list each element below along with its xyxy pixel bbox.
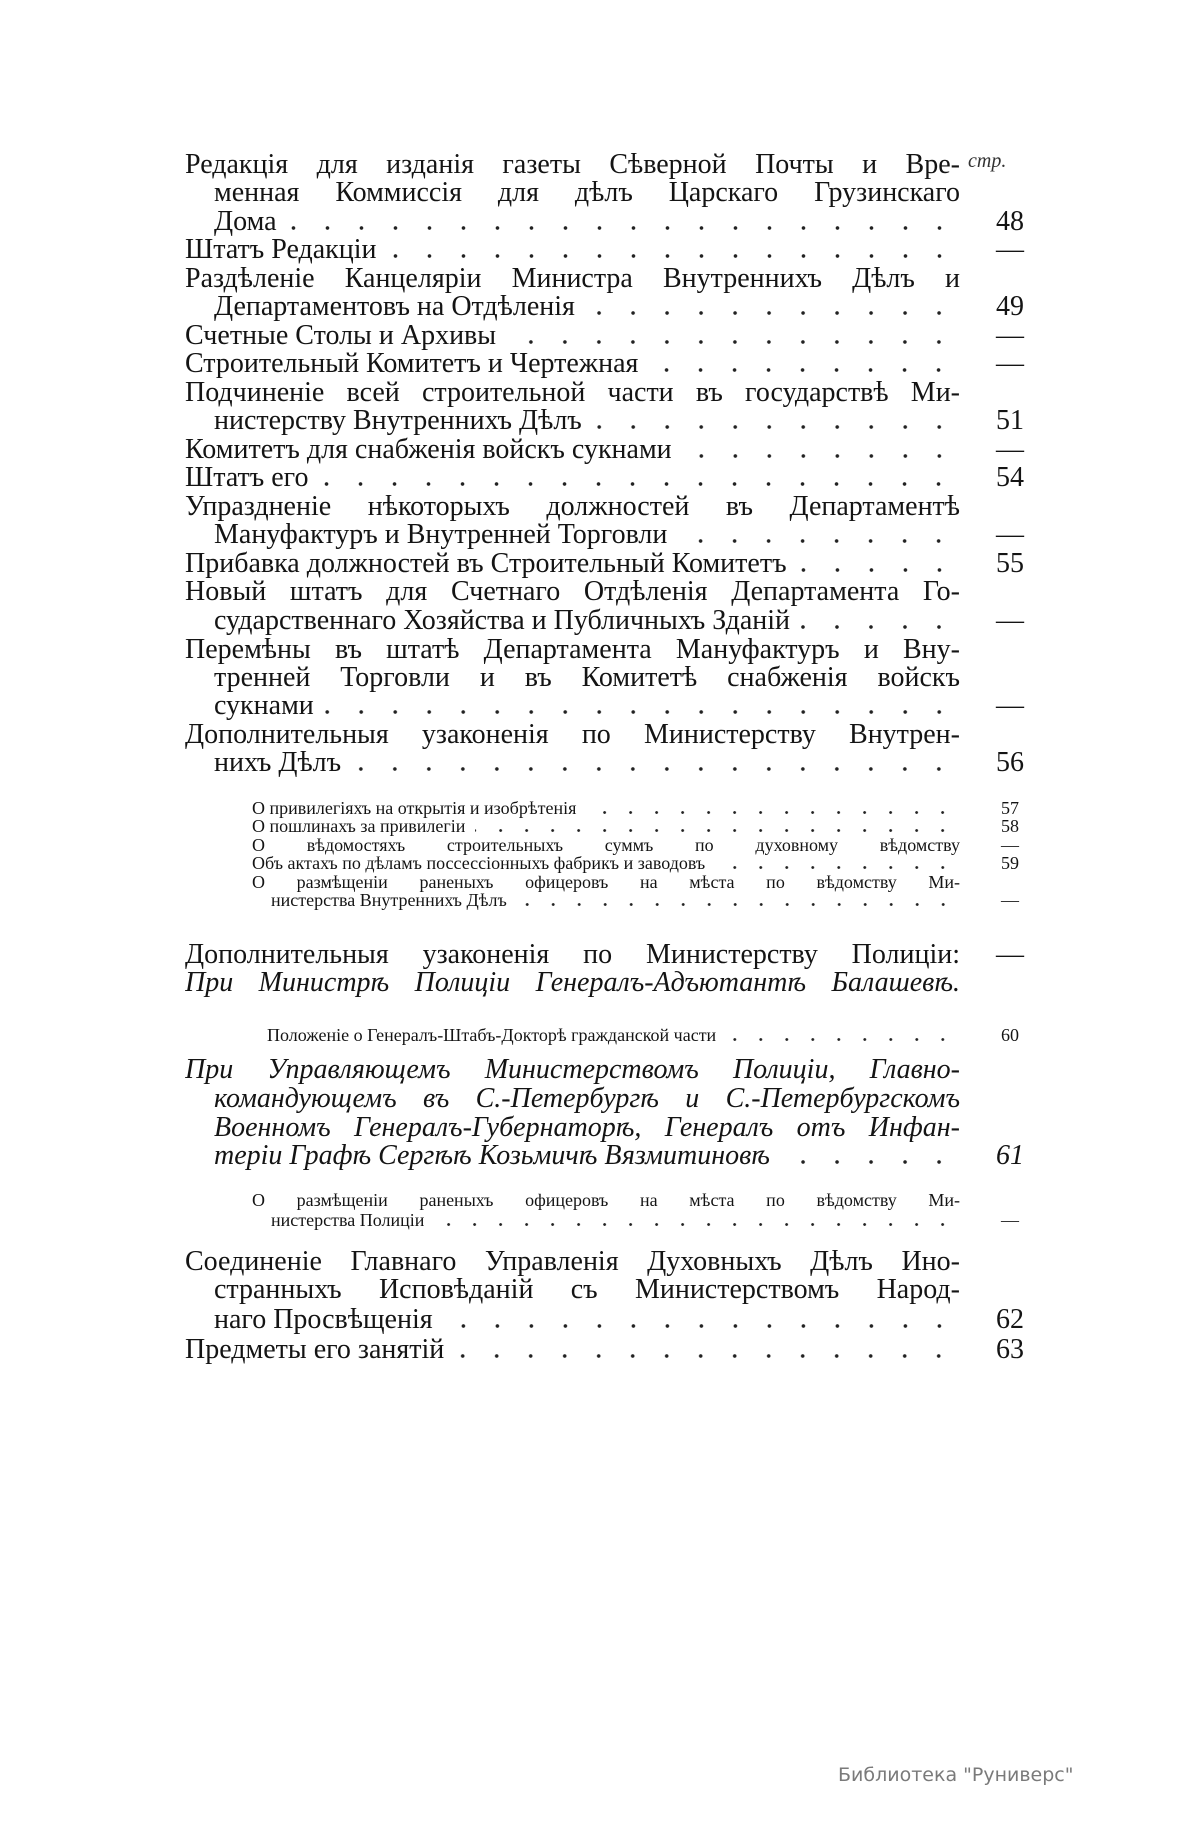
toc-entry-text: нистерства Полиціи [271, 1209, 425, 1230]
toc-entry-line [185, 348, 1024, 379]
toc-entry-line [185, 720, 960, 750]
dot-leader [585, 310, 956, 316]
toc-entry-line [252, 852, 1019, 873]
page-number: — [1001, 1209, 1019, 1230]
toc-entry-text: Штатъ его [185, 462, 309, 493]
toc-entry-line [214, 178, 960, 208]
toc-entry-line [214, 1304, 1024, 1335]
toc-entry-line [214, 291, 1024, 322]
toc-entry-text: Упраздненіе нѣкоторыхъ должностей въ Департаментѣ [185, 492, 960, 522]
toc-entry-line [214, 1084, 960, 1114]
page-number: 55 [996, 548, 1024, 579]
toc-entry-line [252, 873, 960, 892]
toc-entry-line [252, 797, 1019, 818]
toc-entry-line [271, 889, 1019, 910]
page-number: 48 [996, 206, 1024, 237]
page-number: — [996, 348, 1024, 379]
dot-leader [434, 1222, 956, 1227]
dot-leader [726, 1037, 956, 1042]
toc-entry-text: командующемъ въ С.-Петербургѣ и С.-Петербургскомъ [214, 1084, 960, 1114]
toc-entry-text: Предметы его занятій [185, 1334, 445, 1365]
page-number: — [996, 939, 1024, 970]
toc-entry-line [214, 663, 960, 693]
toc-entry-line [185, 577, 960, 607]
toc-entry-line [214, 519, 1024, 550]
dot-leader [475, 828, 956, 833]
toc-entry-line [185, 1247, 960, 1277]
dot-leader [715, 865, 956, 870]
page-number: — [996, 519, 1024, 550]
toc-entry-text: Штатъ Редакціи [185, 234, 377, 265]
page-number: 51 [996, 405, 1024, 436]
toc-entry-text: О размѣщеніи раненыхъ офицеровъ на мѣста по вѣдомству Ми- [252, 872, 960, 892]
toc-entry-text: тренней Торговли и въ Комитетѣ снабженія войскъ [214, 663, 960, 693]
dot-leader [387, 253, 956, 259]
dot-leader [800, 624, 956, 630]
toc-entry-line [185, 968, 960, 998]
toc-entry-text: сударственнаго Хозяйства и Публичныхъ Зданій [214, 605, 791, 636]
toc-entry-line [214, 690, 1024, 721]
page-number: — [1001, 889, 1019, 910]
toc-entry-text: О размѣщеніи раненыхъ офицеровъ на мѣста по вѣдомству Ми- [252, 1190, 960, 1210]
toc-entry-line [214, 1140, 1024, 1171]
toc-entry-text: Редакція для изданія газеты Сѣверной Почты и Вре- [185, 150, 960, 180]
page-number: — [996, 605, 1024, 636]
toc-entry-line [185, 150, 960, 180]
page-number: 56 [996, 747, 1024, 778]
page-number: 49 [996, 291, 1024, 322]
dot-leader [506, 339, 956, 345]
toc-entry-text: Соединеніе Главнаго Управленія Духовныхъ Дѣлъ Ино- [185, 1247, 960, 1277]
toc-entry-line [185, 462, 1024, 493]
toc-entry-text: Департаментовъ на Отдѣленія [214, 291, 575, 322]
dot-leader [318, 481, 956, 487]
toc-entry-text: О привилегіяхъ на открытія и изобрѣтенія [252, 797, 577, 818]
toc-entry-line [185, 320, 1024, 351]
dot-leader [797, 567, 956, 573]
dot-leader [682, 453, 956, 459]
toc-entry-text: наго Просвѣщенія [214, 1304, 433, 1335]
toc-entry-text: Дополнительныя узаконенія по Министерству Полиціи: [185, 940, 960, 970]
toc-entry-line [185, 434, 1024, 465]
dot-leader [287, 225, 956, 231]
page-number: — [996, 690, 1024, 721]
toc-entry-line [252, 815, 1019, 836]
toc-entry-line [271, 1209, 1019, 1230]
page-number: — [1001, 834, 1019, 855]
toc-entry-text: Военномъ Генералъ-Губернаторѣ, Генералъ отъ Инфан- [214, 1113, 960, 1143]
toc-entry-text: При Управляющемъ Министерствомъ Полиціи, Главно- [185, 1055, 960, 1085]
toc-entry-text: Дополнительныя узаконенія по Министерству Внутрен- [185, 720, 960, 750]
toc-entry-text: Подчиненіе всей строительной части въ государствѣ Ми- [185, 378, 960, 408]
dot-leader [677, 538, 956, 544]
toc-entry-text: Новый штатъ для Счетнаго Отдѣленія Департамента Го- [185, 577, 960, 607]
toc-entry-text: Дома [214, 206, 277, 237]
toc-entry-text: Мануфактуръ и Внутренней Торговли [214, 519, 668, 550]
dot-leader [780, 1159, 956, 1165]
page-number: 58 [1001, 815, 1019, 836]
toc-entry-line [214, 747, 1024, 778]
toc-entry-line [214, 1275, 960, 1305]
toc-entry-text: нистерства Внутреннихъ Дѣлъ [271, 889, 507, 910]
toc-entry-line [185, 548, 1024, 579]
dot-leader [586, 810, 956, 815]
toc-entry-line [252, 1191, 960, 1210]
page-number: 54 [996, 462, 1024, 493]
toc-entry-line [185, 492, 960, 522]
toc-entry-text: Перемѣны въ штатѣ Департамента Мануфактуръ и Вну- [185, 635, 960, 665]
toc-entry-text: При Министрѣ Полиціи Генералъ-Адъютантѣ Балашевѣ. [185, 968, 960, 998]
toc-entry-line [214, 605, 1024, 636]
toc-entry-line [252, 834, 1019, 855]
dot-leader [443, 1323, 956, 1329]
toc-entry-line [214, 1113, 960, 1143]
toc-entry-text: менная Коммиссія для дѣлъ Царскаго Грузинскаго [214, 178, 960, 208]
toc-entry-text: Счетные Столы и Архивы [185, 320, 497, 351]
toc-entry-text: нистерству Внутреннихъ Дѣлъ [214, 405, 582, 436]
page-number: — [996, 234, 1024, 265]
dot-leader [454, 1353, 956, 1359]
dot-leader [592, 424, 956, 430]
toc-entry-text: Комитетъ для снабженія войскъ сукнами [185, 434, 672, 465]
toc-entry-text: Объ актахъ по дѣламъ поссессіонныхъ фабрикъ и заводовъ [252, 852, 706, 873]
toc-entry-text: сукнами [214, 690, 314, 721]
toc-entry-text: Раздѣленіе Канцеляріи Министра Внутреннихъ Дѣлъ и [185, 264, 960, 294]
toc-entry-text: О пошлинахъ за привилегіи [252, 815, 466, 836]
toc-entry-line [185, 264, 960, 294]
toc-entry-text: теріи Графѣ Сергѣѣ Козьмичѣ Вязмитиновѣ [214, 1140, 770, 1171]
toc-entry-line [214, 206, 1024, 237]
dot-leader [648, 367, 956, 373]
toc-entry-line [267, 1024, 1019, 1045]
page-number: 63 [996, 1334, 1024, 1365]
dot-leader [351, 766, 956, 772]
toc-entry-line [185, 1334, 1024, 1365]
page-number: 60 [1001, 1024, 1019, 1045]
toc-entry-text: Положеніе о Генералъ-Штабъ-Докторѣ гражданской части [267, 1024, 717, 1045]
toc-entry-line [185, 939, 1024, 970]
page-number: — [996, 434, 1024, 465]
library-watermark: Библиотека "Руниверс" [838, 1764, 1074, 1786]
toc-entry-text: О вѣдомостяхъ строительныхъ суммъ по духовному вѣдомству [252, 835, 960, 855]
toc-entry-line [185, 378, 960, 408]
toc-entry-text: нихъ Дѣлъ [214, 747, 342, 778]
page-number: 57 [1001, 797, 1019, 818]
toc-entry-line [185, 234, 1024, 265]
page-column-label: стр. [968, 150, 1007, 172]
page-number: — [996, 320, 1024, 351]
dot-leader [517, 902, 956, 907]
toc-entry-text: Прибавка должностей въ Строительный Комитетъ [185, 548, 787, 579]
toc-entry-text: Строительный Комитетъ и Чертежная [185, 348, 639, 379]
toc-entry-line [185, 1055, 960, 1085]
toc-entry-text: странныхъ Исповѣданій съ Министерствомъ Народ- [214, 1275, 960, 1305]
dot-leader [324, 709, 956, 715]
page-number: 59 [1001, 852, 1019, 873]
page-number: 61 [996, 1140, 1024, 1171]
page-number: 62 [996, 1304, 1024, 1335]
toc-entry-line [185, 635, 960, 665]
toc-entry-line [214, 405, 1024, 436]
